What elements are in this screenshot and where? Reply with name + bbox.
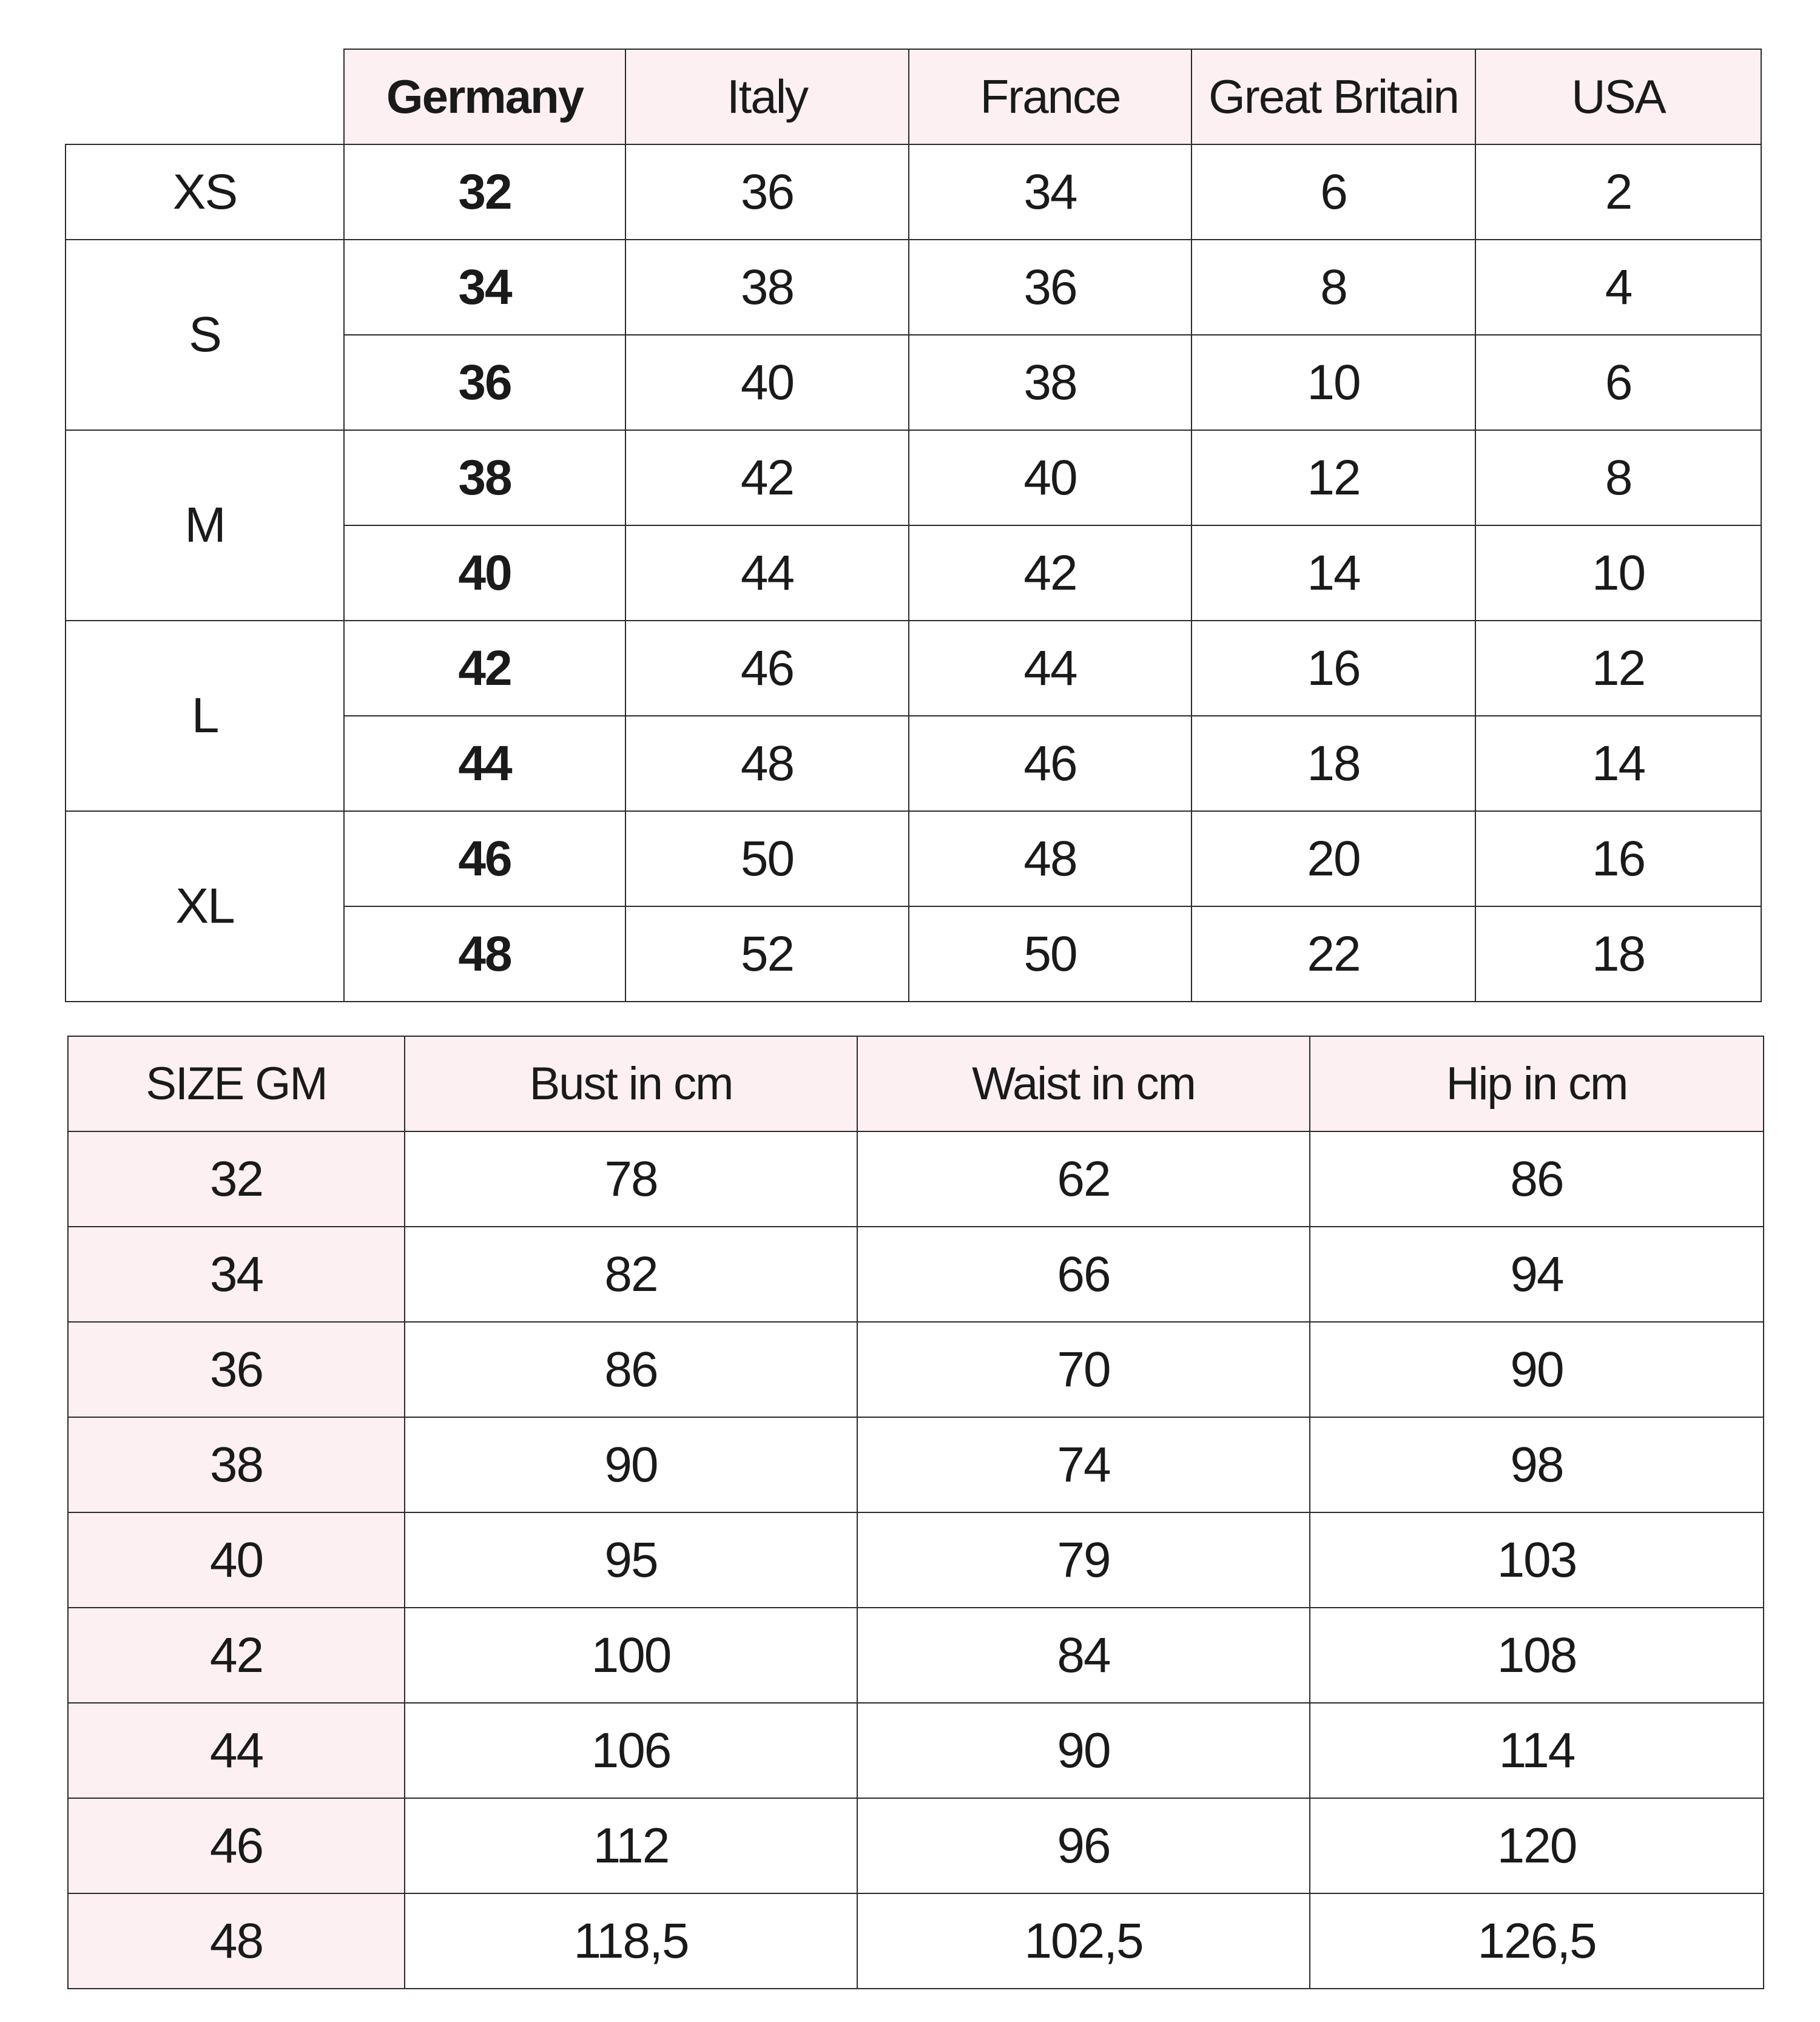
corner-cell [66, 49, 344, 144]
cell-great-britain: 20 [1191, 811, 1475, 906]
cell-italy: 50 [625, 811, 909, 906]
cell-great-britain: 22 [1191, 906, 1475, 1002]
cell-france: 46 [909, 716, 1191, 811]
header-usa: USA [1475, 49, 1761, 144]
cell-france: 48 [909, 811, 1191, 906]
cell-bust: 118,5 [405, 1893, 857, 1989]
cell-bust: 106 [405, 1703, 857, 1798]
cell-waist: 79 [857, 1512, 1310, 1608]
cell-size: 44 [68, 1703, 405, 1798]
table-row [68, 1608, 1764, 1703]
cell-hip: 94 [1310, 1227, 1764, 1322]
size-label-xl: XL [66, 811, 344, 1002]
size-label-xs: XS [66, 144, 344, 240]
cell-hip: 108 [1310, 1608, 1764, 1703]
cell-usa: 2 [1475, 144, 1761, 240]
cell-size: 32 [68, 1131, 405, 1227]
cell-bust: 95 [405, 1512, 857, 1608]
cell-waist: 74 [857, 1417, 1310, 1512]
header-germany: Germany [344, 49, 625, 144]
cell-france: 42 [909, 525, 1191, 621]
cell-france: 44 [909, 621, 1191, 716]
cell-waist: 66 [857, 1227, 1310, 1322]
cell-bust: 86 [405, 1322, 857, 1417]
cell-usa: 12 [1475, 621, 1761, 716]
cell-france: 50 [909, 906, 1191, 1002]
cell-usa: 8 [1475, 430, 1761, 525]
cell-hip: 126,5 [1310, 1893, 1764, 1989]
header-great-britain: Great Britain [1191, 49, 1475, 144]
cell-hip: 90 [1310, 1322, 1764, 1417]
cell-france: 40 [909, 430, 1191, 525]
cell-size: 46 [68, 1798, 405, 1893]
cell-usa: 16 [1475, 811, 1761, 906]
cell-italy: 52 [625, 906, 909, 1002]
table-row [68, 1512, 1764, 1608]
header-hip: Hip in cm [1310, 1036, 1764, 1131]
cell-size: 38 [68, 1417, 405, 1512]
table-row [68, 1798, 1764, 1893]
cell-waist: 96 [857, 1798, 1310, 1893]
cell-great-britain: 10 [1191, 335, 1475, 430]
cell-hip: 98 [1310, 1417, 1764, 1512]
table-row [66, 144, 1761, 240]
cell-size: 34 [68, 1227, 405, 1322]
cell-italy: 36 [625, 144, 909, 240]
table-row [68, 1131, 1764, 1227]
cell-great-britain: 6 [1191, 144, 1475, 240]
header-france: France [909, 49, 1191, 144]
cell-germany: 44 [344, 716, 625, 811]
cell-germany: 32 [344, 144, 625, 240]
table-row [68, 1227, 1764, 1322]
size-label-l: L [66, 621, 344, 811]
cell-italy: 38 [625, 240, 909, 335]
cell-waist: 70 [857, 1322, 1310, 1417]
cell-hip: 120 [1310, 1798, 1764, 1893]
cell-italy: 40 [625, 335, 909, 430]
cell-great-britain: 16 [1191, 621, 1475, 716]
cell-bust: 78 [405, 1131, 857, 1227]
header-size-gm: SIZE GM [68, 1036, 405, 1131]
cell-france: 38 [909, 335, 1191, 430]
size-label-m: M [66, 430, 344, 621]
body-measurement-table [67, 1036, 1764, 1989]
table-row [68, 1703, 1764, 1798]
header-waist: Waist in cm [857, 1036, 1310, 1131]
cell-great-britain: 12 [1191, 430, 1475, 525]
cell-waist: 84 [857, 1608, 1310, 1703]
cell-size: 42 [68, 1608, 405, 1703]
cell-waist: 90 [857, 1703, 1310, 1798]
header-bust: Bust in cm [405, 1036, 857, 1131]
cell-italy: 42 [625, 430, 909, 525]
conversion-header-row [66, 49, 1761, 144]
cell-usa: 14 [1475, 716, 1761, 811]
cell-usa: 18 [1475, 906, 1761, 1002]
cell-size: 48 [68, 1893, 405, 1989]
cell-usa: 4 [1475, 240, 1761, 335]
cell-germany: 46 [344, 811, 625, 906]
cell-germany: 40 [344, 525, 625, 621]
cell-germany: 48 [344, 906, 625, 1002]
cell-great-britain: 14 [1191, 525, 1475, 621]
measurement-header-row [68, 1036, 1764, 1131]
header-italy: Italy [625, 49, 909, 144]
cell-germany: 36 [344, 335, 625, 430]
cell-waist: 62 [857, 1131, 1310, 1227]
cell-france: 36 [909, 240, 1191, 335]
cell-germany: 38 [344, 430, 625, 525]
size-label-s: S [66, 240, 344, 430]
cell-bust: 100 [405, 1608, 857, 1703]
measurement-rows [68, 1131, 1764, 1989]
cell-hip: 103 [1310, 1512, 1764, 1608]
cell-bust: 82 [405, 1227, 857, 1322]
cell-waist: 102,5 [857, 1893, 1310, 1989]
cell-germany: 42 [344, 621, 625, 716]
cell-usa: 6 [1475, 335, 1761, 430]
cell-italy: 46 [625, 621, 909, 716]
table-row [68, 1417, 1764, 1512]
cell-size: 36 [68, 1322, 405, 1417]
cell-bust: 90 [405, 1417, 857, 1512]
cell-italy: 44 [625, 525, 909, 621]
table-row [68, 1322, 1764, 1417]
table-row [66, 621, 1761, 716]
cell-france: 34 [909, 144, 1191, 240]
cell-hip: 86 [1310, 1131, 1764, 1227]
cell-hip: 114 [1310, 1703, 1764, 1798]
table-row [66, 811, 1761, 906]
table-row [66, 240, 1761, 335]
cell-great-britain: 8 [1191, 240, 1475, 335]
cell-italy: 48 [625, 716, 909, 811]
table-row [68, 1893, 1764, 1989]
table-row [66, 430, 1761, 525]
cell-bust: 112 [405, 1798, 857, 1893]
size-conversion-table [65, 49, 1762, 1002]
cell-germany: 34 [344, 240, 625, 335]
cell-usa: 10 [1475, 525, 1761, 621]
cell-size: 40 [68, 1512, 405, 1608]
cell-great-britain: 18 [1191, 716, 1475, 811]
